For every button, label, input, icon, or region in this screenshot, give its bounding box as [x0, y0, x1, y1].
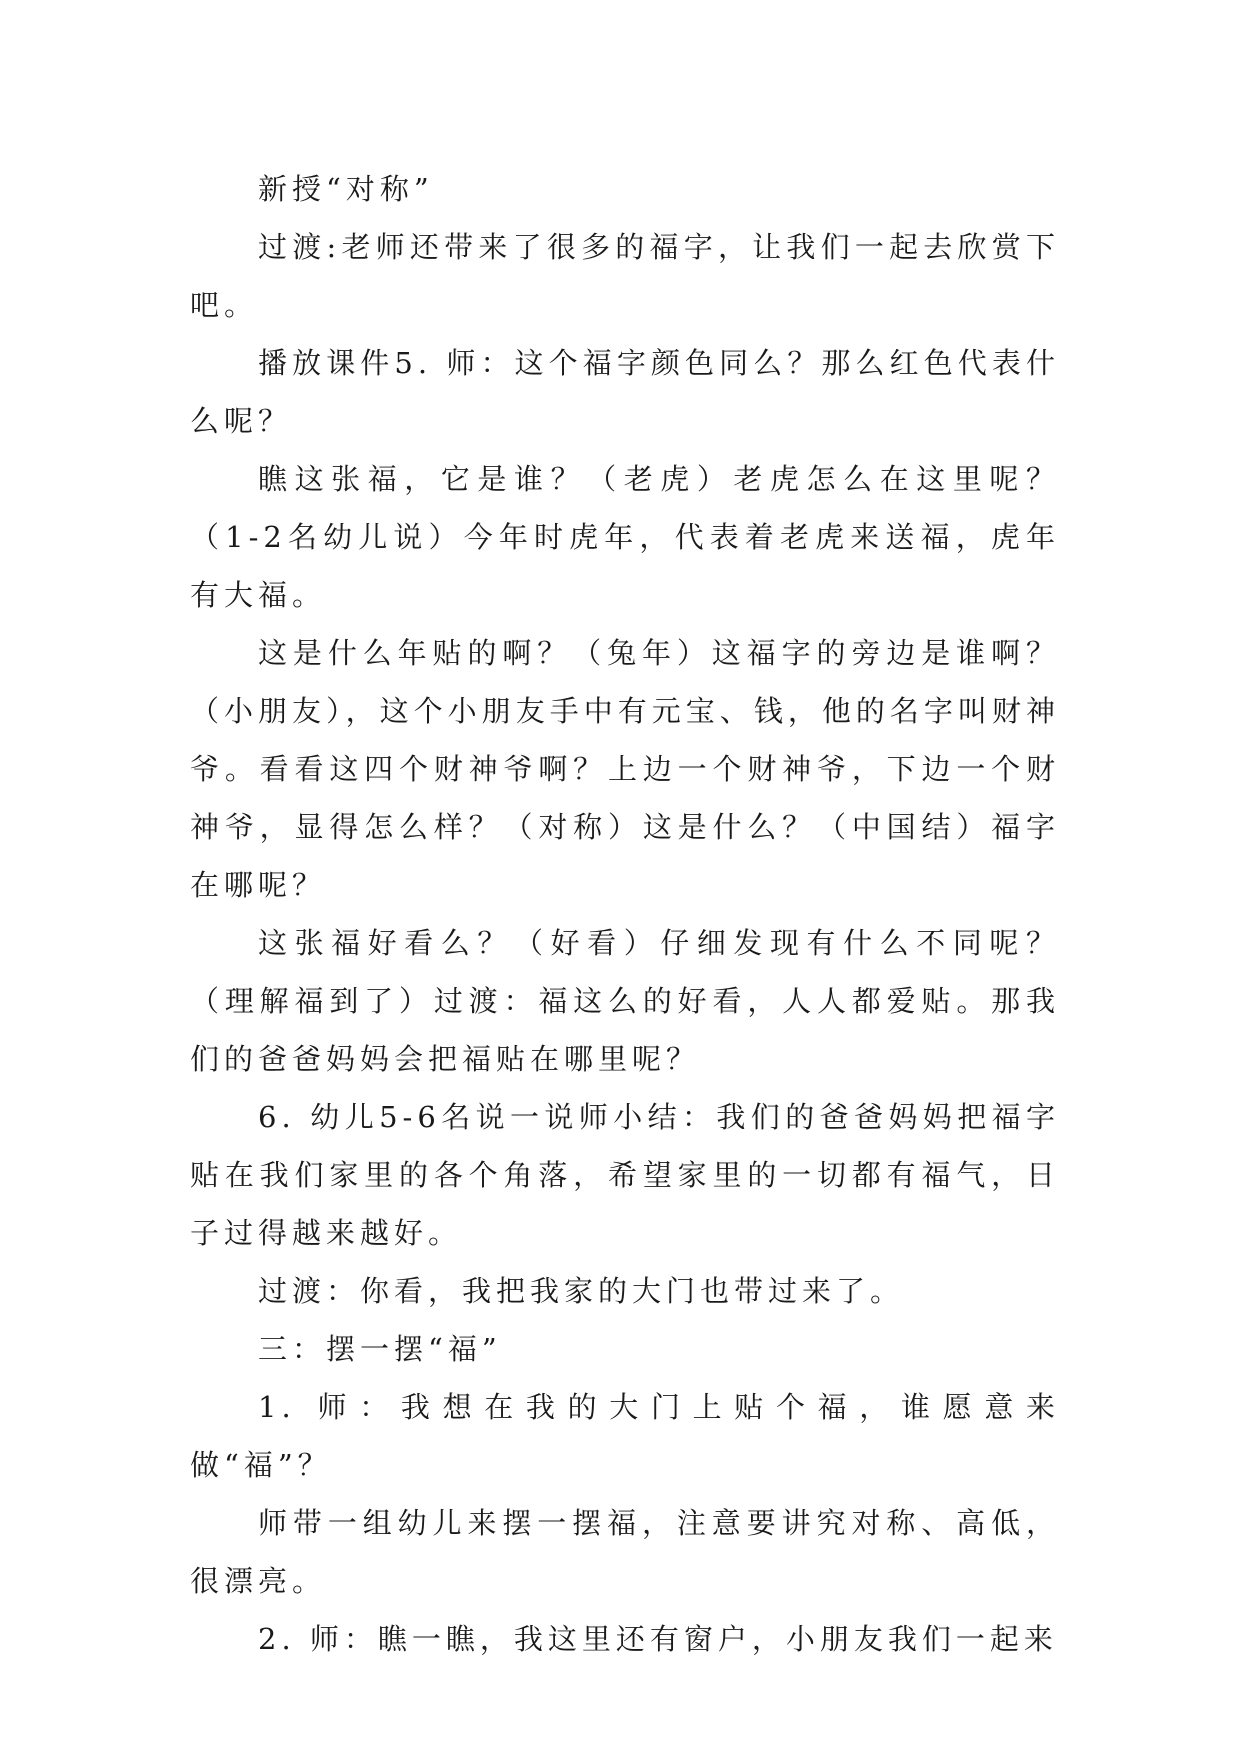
paragraph-11: 师带一组幼儿来摆一摆福，注意要讲究对称、高低，很漂亮。 — [190, 1506, 1060, 1598]
document-body — [190, 160, 1060, 1668]
paragraph-5: 这是什么年贴的啊？（兔年）这福字的旁边是谁啊？（小朋友），这个小朋友手中有元宝、钱，他的名字叫财神爷。看看这四个财神爷啊？上边一个财神爷，下边一个财神爷，显得怎么样？（对称）这是什么？（中国结）福字在哪呢？ — [190, 636, 1060, 902]
paragraph-2: 过渡:老师还带来了很多的福字，让我们一起去欣赏下吧。 — [190, 230, 1060, 322]
paragraph-12: 2. 师：瞧一瞧，我这里还有窗户，小朋友我们一起来 — [258, 1622, 1058, 1656]
paragraph-1: 新授“对称” — [258, 172, 434, 206]
paragraph-3: 播放课件5. 师：这个福字颜色同么？那么红色代表什么呢？ — [190, 346, 1060, 438]
paragraph-10: 1. 师：我想在我的大门上贴个福，谁愿意来做“福”？ — [190, 1390, 1060, 1482]
paragraph-8: 过渡：你看，我把我家的大门也带过来了。 — [258, 1274, 905, 1308]
paragraph-7: 6. 幼儿5-6名说一说师小结：我们的爸爸妈妈把福字贴在我们家里的各个角落，希望家里的一切都有福气，日子过得越来越好。 — [190, 1100, 1060, 1250]
paragraph-4: 瞧这张福，它是谁？（老虎）老虎怎么在这里呢？（1-2名幼儿说）今年时虎年，代表着老虎来送福，虎年有大福。 — [190, 462, 1060, 612]
paragraph-9: 三：摆一摆“福” — [258, 1332, 502, 1366]
paragraph-6: 这张福好看么？（好看）仔细发现有什么不同呢？（理解福到了）过渡：福这么的好看，人人都爱贴。那我们的爸爸妈妈会把福贴在哪里呢？ — [190, 926, 1060, 1076]
